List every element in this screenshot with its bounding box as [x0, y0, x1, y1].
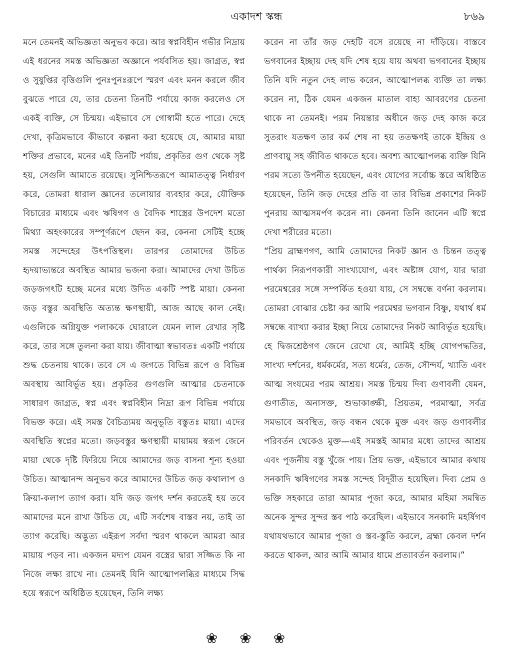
left-column-text: মনে তেমনই অভিজ্ঞতা অনুভব করে। আর স্বপ্নবিহীন গভীর নিদ্রায় এই ধরনের সমস্ত অভিজ্ঞতা অজ্ঞানে পর্যবসিত হয়। জাগ্রত, স্বপ্ন ও সুষুপ্তির বৃত্তিগুলি পুনঃপুনঃরূপে স্মরণ এবং মনন করলে জীব বুঝতে পারে যে, তার চেতনা তিনটি পর্যায়ে কাজ করলেও সে একই ব্যক্তি, সে চিন্ময়। এইভাবে সে গোস্বামী হতে পারে। দেহে দেখা, কৃত্রিমভাবে কীভাবে কল্পনা করা হয়েছে যে, আমার মায়া শক্তির প্রভাবে, মনের এই তিনটি পর্যায়, প্রকৃতির গুণ থেকে সৃষ্ট হয়, সেগুলি আমাতে রয়েছে। সুনিশ্চিতরূপে আমাতত্ত্ব নির্ধারণ করে, তোমরা ধারাল জ্ঞানের তলোয়ার ব্যবহার করে, যৌক্তিক বিচারের মাধ্যমে এবং ঋষিগণ ও বৈদিক শাস্ত্রের উপদেশ মতো মিথ্যা অহংকারের সম্পূর্ণরূপে ছেদন কর, কেননা সেটিই হচ্ছে সমস্ত সন্দেহের উৎপত্তিস্থল। তারপর তোমাদের উচিত হৃদয়াভ্যন্তরে অবস্থিত আমার ভজনা করা। আমাদের দেখা উচিত জড়জগৎটি হচ্ছে মনের মধ্যে উদিত একটি স্পষ্ট মায়া। কেননা জড় বস্তুর অবস্থিতি অত্যন্ত ক্ষণস্থায়ী, আজ আছে কাল নেই। এগুলিকে অগ্নিযুক্ত পলাককে ঘোরালে যেমন লাল রেখার সৃষ্টি করে, তার সঙ্গে তুলনা করা যায়। জীবাত্মা স্বভাবতঃ একটি পর্যায়ে শুদ্ধ চেতনায় থাকে। তবে সে এ জগতে বিভিন্ন রূপে ও বিভিন্ন অবস্থায় আবির্ভূত হয়। প্রকৃতির গুণগুলি আত্মার চেতনাকে সাধারণ জাগ্রত, স্বপ্ন এবং স্বপ্নবিহীন নিদ্রা রূপ বিভিন্ন পর্যায়ে বিভক্ত করে। এই সমস্ত বৈচিত্র্যময় অনুভূতি বস্তুতঃ মায়া। এদের অবস্থিতি স্বপ্নের মতো। জড়বস্তুর ক্ষণস্থায়ী মায়াময় স্বরূপ জেনে মায়া থেকে দৃষ্টি ফিরিয়ে নিয়ে আমাদের জড় বাসনা শূন্য হওয়া উচিত। আত্মানন্দ অনুভব করে আমাদের উচিত জড় কথালাপ ও ক্রিয়া-কলাপ ত্যাগ করা। যদি জড় জগৎ দর্শন করতেই হয় তবে আমাদের মনে রাখা উচিত যে, এটি সর্বশেষ বাস্তব নয়, তাই তা ত্যাগ করেছি। অদ্ভুত্য এইরূপ সর্বদা স্মরণ থাকলে আমরা আর মায়ায় পড়ব না। একজন মদ্যপ যেমন বস্ত্রের দ্বারা সজ্জিত কি না নিজে লক্ষ্য রাখে না। তেমনই যিনি আত্মোপলব্ধির মাধ্যমে সিদ্ধ হয়ে স্বরূপে অধিষ্ঠিত হয়েছেন, তিনি লক্ষ্য	[23, 38, 245, 599]
left-column	[23, 34, 245, 604]
page-number: ৮৬৯	[463, 10, 485, 23]
right-column-quote: “প্রিয় ব্রাহ্মণগণ, আমি তোমাদের নিকট জ্ঞান ও চিন্তন তত্ত্ব পার্থক্য নিরূপণকারী সাংখ্যযোগ, এবং অষ্টাঙ্গ যোগ, যার দ্বারা পরমেশ্বরের সঙ্গে সম্পর্কিত হওয়া যায়, সে সম্বন্ধে বর্ণনা করলাম। তোমরা বোঝার চেষ্টা কর আমি পরমেশ্বর ভগবান বিষ্ণু, যথার্থ ধর্ম সম্বন্ধে ব্যাখ্যা করার ইচ্ছা নিয়ে তোমাদের নিকট আবির্ভূত হয়েছি। হে দ্বিজশ্রেষ্ঠগণ জেনে রেখো যে, আমিই হচ্ছি যোগপদ্ধতির, সাংখ্য দর্শনের, ধর্মকর্মের, সত্য ধর্মের, তেজ, সৌন্দর্য, খ্যাতি এবং আত্ম সংযমের পরম আশ্রয়। সমস্ত চিন্ময় দিব্য গুণাবলী যেমন, গুণাতীত, অনাসক্ত, শুভাকাঙ্ক্ষী, প্রিয়তম, পরমাত্মা, সর্বত্র সমভাবে অবস্থিত, জড় বন্ধন থেকে মুক্ত এবং জড় গুণাবলীর পরিবর্তন থেকেও মুক্ত—এই সমস্তই আমার মধ্যে তাদের আশ্রয় এবং পূজনীয় বস্তু খুঁজে পায়। প্রিয় ভক্ত, এইভাবে আমার কথায় সনকাদি ঋষিগণের সমস্ত সন্দেহ বিদূরীত হয়েছিল। দিব্য প্রেম ও ভক্তি সহকারে তারা আমার পূজা করে, আমার মহিমা সমন্বিত অনেক সুন্দর সুন্দর স্তব পাঠ করেছিল। এইভাবে সনকাদি মহর্ষিগণ যথাযথভাবে আমার পূজা ও স্তব-স্তুতি করলে, ব্রহ্মা কেবল দর্শন করতে থাকল, আর আমি আমার ধামে প্রত্যাবর্তন করলাম।”	[264, 247, 486, 561]
running-head: একাদশ স্কন্ধ	[230, 10, 283, 23]
right-column	[264, 34, 486, 566]
footer-ornament: ❀❀❀	[205, 631, 308, 647]
right-column-text-1: করেন না তাঁর জড় দেহটি বসে রয়েছে না দাঁড়িয়ে। বাস্তবে ভগবানের ইচ্ছায় দেহ যদি শেষ হয়ে যায় অথবা ভগবানের ইচ্ছায় তিনি যদি নতুন দেহ লাভ করেন, আত্মোপলব্ধ ব্যক্তি তা লক্ষ্য করেন না, ঠিক যেমন একজন মাতাল বাহ্য আবরণের চেতনা থাকে না তেমনই। পরম নিয়ন্তার অধীনে জড় দেহ কাজ করে সুতরাং যতক্ষণ তার কর্ম শেষ না হয় ততক্ষণই তাকে ইন্দ্রিয় ও প্রাণবায়ু সহ জীবিত থাকতে হবে। অবশ্য আত্মোপলব্ধ ব্যক্তি যিনি পরম সত্যে উপনীত হয়েছেন, এবং যোগের সর্বোচ্চ স্তরে অধিষ্ঠিত হয়েছেন, তিনি জড় দেহের প্রতি বা তার বিভিন্ন প্রকাশের নিকট পুনরায় আত্মসমর্পণ করেন না। কেননা তিনি জানেন এটি স্বপ্নে দেখা শরীরের মতো।	[264, 38, 486, 238]
